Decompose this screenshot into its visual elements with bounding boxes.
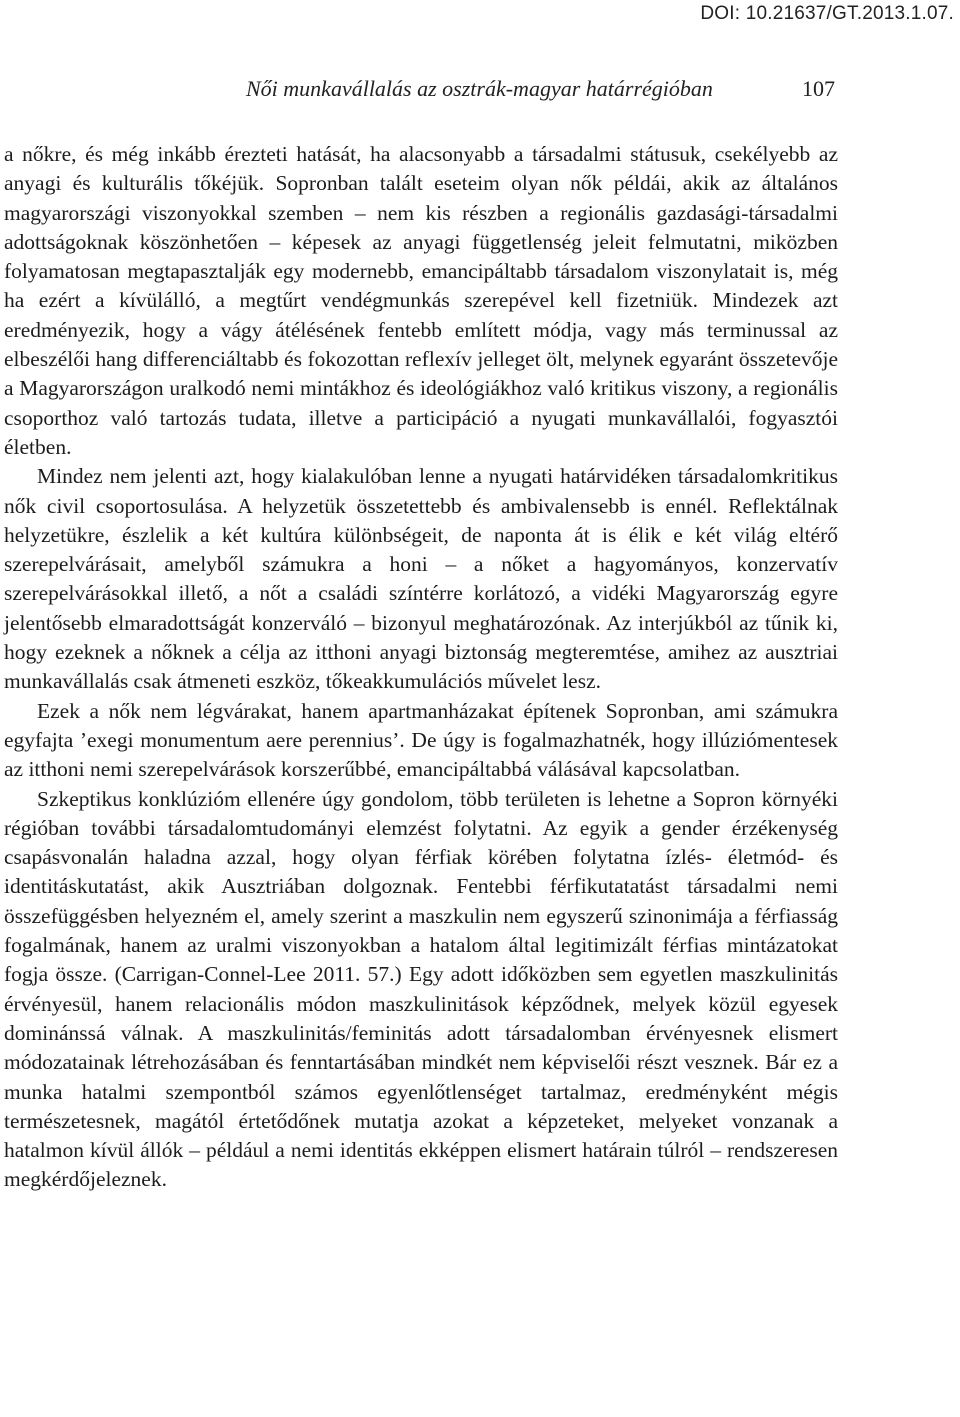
page-number: 107: [802, 76, 835, 101]
doi-label: DOI: 10.21637/GT.2013.1.07.: [700, 3, 954, 24]
paragraph-3: Ezek a nők nem légvárakat, hanem apartmanházakat építenek Sopronban, ami számukra egyfajta ’exegi monumentum aere perennius’. De úgy is fogalmazhatnék, hogy illúziómentesek az itthoni nemi szerepelvárások korszerűbbé, emancipáltabbá válásával kapcsolatban.: [4, 698, 838, 782]
paragraph-4: Szkeptikus konklúzióm ellenére úgy gondolom, több területen is lehetne a Sopron környéki régióban további társadalomtudományi elemzést folytatni. Az egyik a gender érzékenység csapásvonalán haladna azzal, hogy olyan férfiak körében folytatna ízlés- életmód- és identitáskutatást, akik Ausztriában dolgoznak. Fentebbi férfikutatatást társadalmi nemi összefüggésben helyezném el, amely szerint a maszkulin nem egyszerű szinonimája a férfiasság fogalmának, hanem az uralmi viszonyokban a hatalom által legitimizált férfias mintázatokat fogja össze. (Carrigan-Connel-Lee 2011. 57.) Egy adott időközben sem egyetlen maszkulinitás érvényesül, hanem relacionális módon maszkulinitások képződnek, melyek közül egyesek dominánssá válnak. A maszkulinitás/feminitás adott társadalomban érvényesnek elismert módozatainak létrehozásában és fenntartásában mindkét nem képviselői részt vesznek. Bár ez a munka hatalmi szempontból számos egyenlőtlenséget tartalmaz, eredményként mégis természetesnek, magától értetődőnek mutatja azokat a képzeteket, melyeket vonzanak a hatalmon kívül állók – például a nemi identitás ekképpen elismert határain túlról – rendszeresen megkérdőjeleznek.: [4, 786, 838, 1192]
paragraph-1: a nőkre, és még inkább érezteti hatását, ha alacsonyabb a társadalmi státusuk, csekélyebb az anyagi és kulturális tőkéjük. Sopronban talált eseteim olyan nők példái, akik az általános magyarországi viszonyokkal szemben – nem kis részben a regionális gazdasági-társadalmi adottságoknak köszönhetően – képesek az anyagi függetlenség jeleit felmutatni, miközben folyamatosan megtapasztalják egy modernebb, emancipáltabb társadalom viszonylatait is, még ha ezért a kívülálló, a megtűrt vendégmunkás szerepével kell fizetniük. Mindezek azt eredményezik, hogy a vágy átélésének fentebb említett módja, vagy más terminussal az elbeszélői hang differenciáltabb és fokozottan reflexív jelleget ölt, melynek egyaránt összetevője a Magyarországon uralkodó nemi mintákhoz és ideológiákhoz való kritikus viszony, a regionális csoporthoz való tartozás tudata, illetve a participáció a nyugati munkavállalói, fogyasztói életben.: [4, 142, 838, 459]
paragraph-2: Mindez nem jelenti azt, hogy kialakulóban lenne a nyugati határvidéken társadalomkritikus nők civil csoportosulása. A helyzetük összetettebb és ambivalensebb is ennél. Reflektálnak helyzetükre, észlelik a két kultúra különbségeit, de naponta át is élik e két világ eltérő szerepelvárásait, amelyből számukra a honi – a nőket a hagyományos, konzervatív szerepelvárásokkal illető, a nőt a családi színtérre korlátozó, a vidéki Magyarország egyre jelentősebb elmaradottságát konzerváló – bizonyul meghatározónak. Az interjúkból az tűnik ki, hogy ezeknek a nőknek a célja az itthoni anyagi biztonság megteremtése, amihez az ausztriai munkavállalás csak átmeneti eszköz, tőkeakkumulációs művelet lesz.: [4, 464, 838, 694]
running-title: Női munkavállalás az osztrák-magyar határrégióban: [246, 76, 713, 101]
article-body: [4, 140, 838, 1195]
